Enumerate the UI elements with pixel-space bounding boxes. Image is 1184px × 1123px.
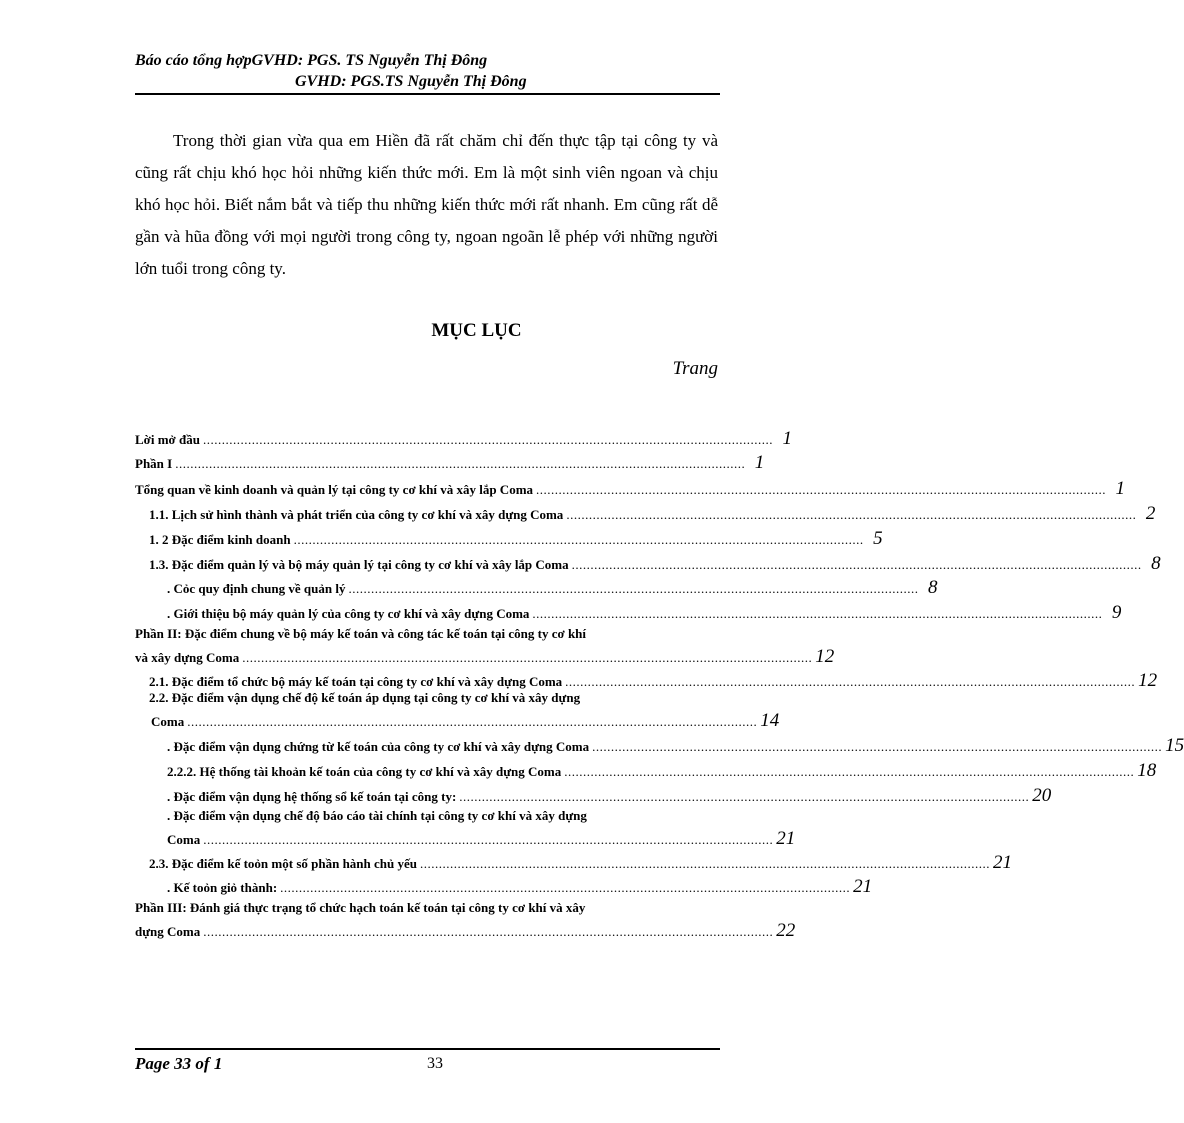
toc-entry-label: dựng Coma — [135, 924, 201, 939]
toc-leader: ........................................................................................................................................................ — [565, 674, 1136, 689]
toc-entry-label: Phần III: Đánh giá thực trạng tổ chức hạch toán kế toán tại công ty cơ khí và xây — [135, 900, 586, 915]
toc-leader: ........................................................................................................................................................ — [293, 532, 864, 547]
toc-entry — [149, 528, 883, 550]
toc-entry-label: 2.2.2. Hệ thống tài khoản kế toán của công ty cơ khí và xây dựng Coma — [167, 764, 562, 779]
toc-entry — [149, 503, 1156, 525]
toc-leader: ........................................................................................................................................................ — [202, 432, 773, 447]
toc-entry-page: 12 — [815, 646, 835, 667]
toc-entry — [135, 478, 1126, 500]
toc-entry-page: 20 — [1032, 785, 1052, 806]
toc-entry-label: Lời mở đầu — [135, 432, 200, 447]
toc-entry — [167, 735, 1184, 757]
toc-leader: ........................................................................................................................................................ — [187, 714, 758, 729]
toc-entry-label: . Đặc điểm vận dụng chứng từ kế toán của công ty cơ khí và xây dựng Coma — [167, 739, 590, 754]
toc-entry — [149, 852, 1012, 874]
toc-entry-label: Coma — [167, 832, 201, 847]
toc-leader: ........................................................................................................................................................ — [175, 456, 746, 471]
toc-entry — [135, 646, 835, 668]
toc-entry-label: . Cỏc quy định chung về quản lý — [167, 581, 346, 596]
toc-leader: ........................................................................................................................................................ — [280, 880, 851, 895]
toc-leader: ........................................................................................................................................................ — [571, 557, 1142, 572]
toc-entry-label: Phần I — [135, 456, 173, 471]
toc-entry — [167, 876, 873, 898]
toc-leader: ........................................................................................................................................................ — [203, 832, 774, 847]
toc-entry-page: 8 — [1151, 553, 1161, 574]
toc-leader: ........................................................................................................................................................ — [532, 606, 1103, 621]
toc-entry-label: 1.1. Lịch sử hình thành và phát triển của công ty cơ khí và xây dựng Coma — [149, 507, 564, 522]
toc-entry-page: 22 — [776, 920, 796, 941]
toc-leader: ........................................................................................................................................................ — [592, 739, 1163, 754]
footer-page-number: 33 — [427, 1055, 443, 1072]
toc-entry-label: 2.3. Đặc điểm kế toỏn một số phần hành chủ yếu — [149, 856, 417, 871]
toc-entry-page: 1 — [754, 452, 765, 473]
toc-entry — [135, 428, 792, 450]
toc-entry — [151, 710, 780, 732]
toc-entry-label: 1. 2 Đặc điểm kinh doanh — [149, 532, 291, 547]
toc-entry-label: Tổng quan về kinh doanh và quản lý tại công ty cơ khí và xây lắp Coma — [135, 482, 534, 497]
toc-entry-label: và xây dựng Coma — [135, 650, 240, 665]
toc-entry-label: . Đặc điểm vận dụng chế độ báo cáo tài chính tại công ty cơ khí và xây dựng — [167, 808, 587, 823]
toc-entry-page: 21 — [776, 828, 796, 849]
toc-entry-page: 15 — [1165, 735, 1184, 756]
intro-paragraph: Trong thời gian vừa qua em Hiền đã rất chăm chỉ đến thực tập tại công ty và cũng rất chịu khó học hỏi những kiến thức mới. Em là một sinh viên ngoan và chịu khó học hỏi. Biết nắm bắt và tiếp thu những kiến thức mới rất nhanh. Em cũng rất dễ gần và hũa đồng với mọi người trong công ty, ngoan ngoãn lễ phép với những người lớn tuổi trong công ty. — [135, 131, 718, 278]
footer-rule — [135, 1048, 720, 1050]
toc-entry — [167, 785, 1052, 807]
toc-entry — [135, 920, 796, 942]
header-line-1: Báo cáo tổng hợpGVHD: PGS. TS Nguyễn Thị Đông — [135, 52, 488, 69]
toc-entry-page: 5 — [873, 528, 883, 549]
toc-leader: ........................................................................................................................................................ — [564, 764, 1135, 779]
toc-page-column-label: Trang — [672, 358, 718, 379]
header-line-2: GVHD: PGS.TS Nguyễn Thị Đông — [295, 73, 527, 90]
toc-entry-label: . Giới thiệu bộ máy quản lý của công ty cơ khí và xây dựng Coma — [167, 606, 530, 621]
toc-entry-page: 1 — [1115, 478, 1126, 499]
toc-entry-page: 9 — [1111, 602, 1122, 623]
header-rule — [135, 93, 720, 95]
toc-entry-page: 12 — [1138, 670, 1158, 691]
toc-entry-label: Phần II: Đặc điểm chung về bộ máy kế toán và công tác kế toán tại công ty cơ khí — [135, 626, 587, 641]
toc-entry-label: . Đặc điểm vận dụng hệ thống sổ kế toán tại công ty: — [167, 789, 457, 804]
toc-leader: ........................................................................................................................................................ — [459, 789, 1030, 804]
toc-entry-label: Coma — [151, 714, 185, 729]
toc-entry — [167, 602, 1122, 624]
toc-entry — [135, 452, 765, 474]
toc-entry — [167, 760, 1157, 782]
toc-entry-page: 14 — [760, 710, 780, 731]
toc-entry-label: 1.3. Đặc điểm quản lý và bộ máy quản lý tại công ty cơ khí và xây lắp Coma — [149, 557, 569, 572]
toc-entry-label: . Kế toỏn giỏ thành: — [167, 880, 278, 895]
toc-entry — [149, 670, 1158, 692]
page-header — [135, 50, 720, 92]
toc-entry-page: 8 — [927, 577, 938, 598]
footer-page-info: Page 33 of 1 — [135, 1054, 223, 1073]
toc-entry — [167, 828, 796, 850]
toc-title: MỤC LỤC — [431, 320, 522, 341]
toc-entry-page: 21 — [853, 876, 873, 897]
toc-entry — [149, 553, 1161, 575]
toc-leader: ........................................................................................................................................................ — [242, 650, 813, 665]
toc-leader: ........................................................................................................................................................ — [536, 482, 1107, 497]
toc-entry — [167, 577, 938, 599]
toc-entry-page: 1 — [782, 428, 792, 449]
toc-entry-label: 2.2. Đặc điểm vận dụng chế độ kế toán áp dụng tại công ty cơ khí và xây dựng — [149, 690, 581, 705]
toc-entry-label: 2.1. Đặc điểm tổ chức bộ máy kế toán tại công ty cơ khí và xây dựng Coma — [149, 674, 563, 689]
toc-leader: ........................................................................................................................................................ — [348, 581, 919, 596]
toc-entry-page: 2 — [1145, 503, 1156, 524]
toc-entry-page: 18 — [1137, 760, 1157, 781]
toc-entry-page: 21 — [993, 852, 1012, 873]
toc-leader: ........................................................................................................................................................ — [566, 507, 1137, 522]
toc-leader: ........................................................................................................................................................ — [203, 924, 774, 939]
toc-leader: ........................................................................................................................................................ — [420, 856, 990, 871]
